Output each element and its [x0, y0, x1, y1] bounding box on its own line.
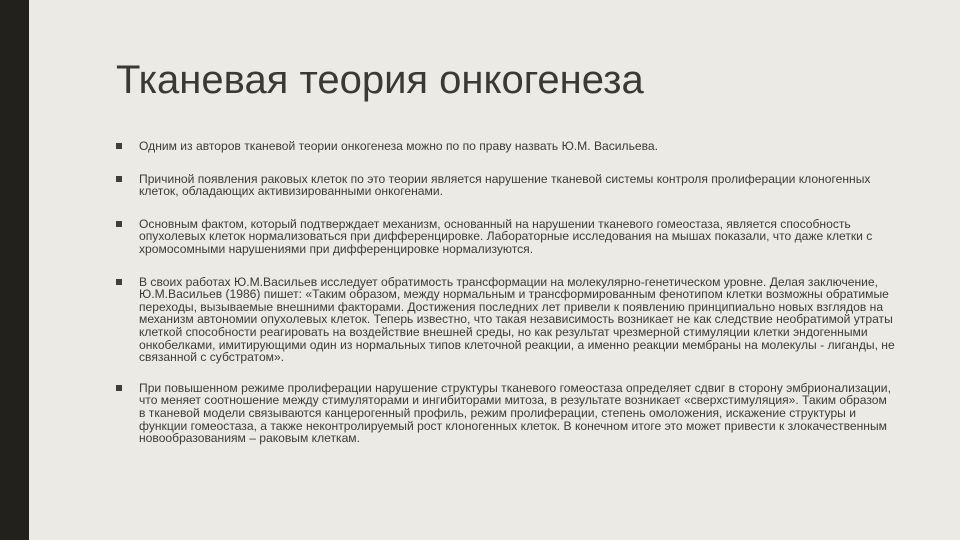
- slide-title: Тканевая теория онкогенеза: [116, 58, 644, 102]
- square-bullet-icon: [116, 385, 122, 391]
- square-bullet-icon: [116, 279, 122, 285]
- square-bullet-icon: [116, 143, 122, 149]
- bullet-text: При повышенном режиме пролиферации нарушение структуры тканевого гомеостаза определяет сдвиг в сторону эмбрионализации, что меняет соотношение между стимуляторами и ингибиторами митоза, в результате возникает «сверхстимуляция». Таким образом в тканевой модели связываются канцерогенный профиль, режим пролиферации, степень омоложения, искажение структуры и функции гомеостаза, а также неконтролируемый рост клоногенных клеток. В конечном итоге это может привести к злокачественным новообразованиям – раковым клеткам.: [139, 380, 891, 446]
- bullet-text: Одним из авторов тканевой теории онкогенеза можно по по праву назвать Ю.М. Васильева.: [139, 139, 659, 153]
- bullet-item: [116, 140, 896, 153]
- square-bullet-icon: [116, 221, 122, 227]
- bullet-text: Причиной появления раковых клеток по это теории является нарушение тканевой системы контроля пролиферации клоногенных клеток, обладающих активизированными онкогенами.: [139, 171, 871, 199]
- bullet-list: [116, 140, 896, 465]
- left-accent-bar: [0, 0, 29, 540]
- bullet-text: Основным фактом, который подтверждает механизм, основанный на нарушении тканевого гомеостаза, является способность опухолевых клеток нормализоваться при дифференцировке. Лабораторные исследования на мышах показали, что даже клетки с хромосомными нарушениями при дифференцировке нормализуются.: [139, 216, 873, 256]
- bullet-item: [116, 218, 896, 256]
- bullet-text: В своих работах Ю.М.Васильев исследует обратимость трансформации на молекулярно-генетическом уровне. Делая заключение, Ю.М.Васильев (1986) пишет: «Таким образом, между нормальным и трансформированным фенотипом клетки возможны обратимые переходы, вызываемые внешними факторами. Достижения последних лет привели к появлению принципиально новых взглядов на механизм автономии опухолевых клеток. Теперь известно, что такая независимость возникает не как следствие необратимой утраты клеткой способности реагировать на воздействие внешней среды, но как результат чрезмерной стимуляции клетки эндогенными онкобелками, имитирующими один из нормальных типов клеточной реакции, а именно реакции мембраны на молекулы - лиганды, не связанной с субстратом».: [139, 274, 895, 365]
- bullet-item: [116, 276, 896, 364]
- square-bullet-icon: [116, 176, 122, 182]
- bullet-item: [116, 173, 896, 198]
- bullet-item: [116, 382, 896, 445]
